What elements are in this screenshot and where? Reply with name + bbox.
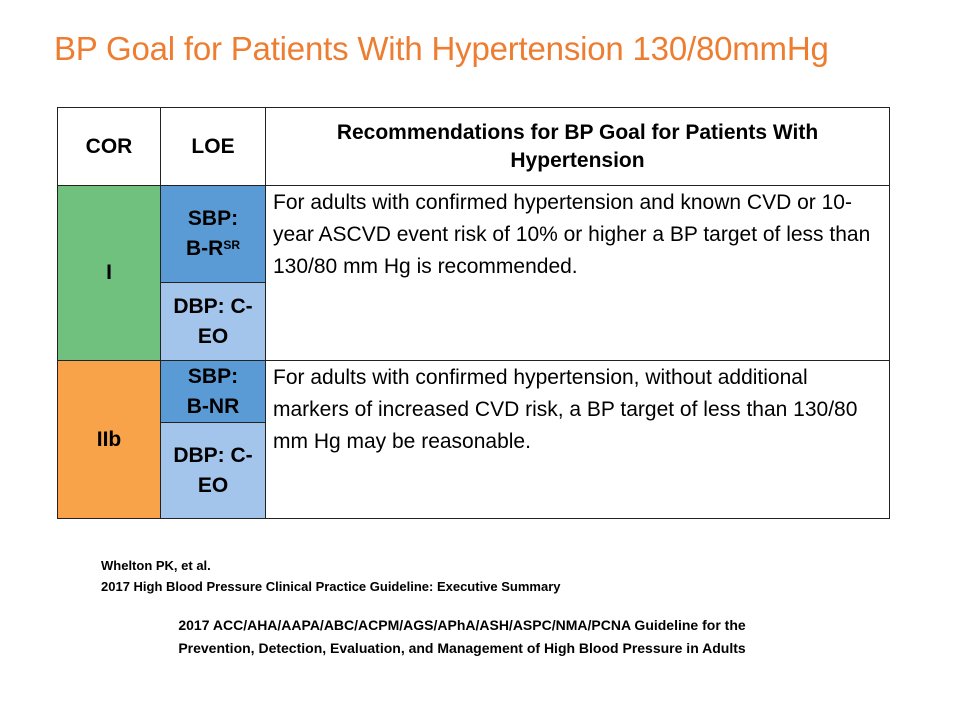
recommendation-text: For adults with confirmed hypertension and known CVD or 10-year ASCVD event risk of 10% or higher a BP target of less than 130/80 mm Hg is recommended. xyxy=(266,186,890,361)
loe-value: B-NR xyxy=(186,394,240,418)
loe-sbp-cell xyxy=(161,186,266,283)
guideline-line-2: Prevention, Detection, Evaluation, and Management of High Blood Pressure in Adults xyxy=(178,640,746,656)
loe-dbp-cell xyxy=(161,283,266,361)
table-row xyxy=(58,361,890,423)
table-header-row xyxy=(58,108,890,186)
loe-label: DBP: C- xyxy=(173,443,253,467)
loe-label: SBP: xyxy=(187,207,239,230)
loe-sbp-cell xyxy=(161,361,266,423)
citation-source: 2017 High Blood Pressure Clinical Practice Guideline: Executive Summary xyxy=(101,579,561,594)
cor-class-cell: IIb xyxy=(58,361,161,519)
recommendation-text: For adults with confirmed hypertension, without additional markers of increased CVD risk, a BP target of less than 130/80 mm Hg may be reasonable. xyxy=(266,361,890,519)
citation xyxy=(101,555,561,597)
table-row xyxy=(58,186,890,283)
loe-label: DBP: C- xyxy=(173,294,253,318)
loe-dbp-cell xyxy=(161,423,266,519)
recommendation-header: Recommendations for BP Goal for Patients With Hypertension xyxy=(266,108,890,186)
citation-author: Whelton PK, et al. xyxy=(101,558,211,573)
guideline-title xyxy=(0,614,924,660)
recommendation-table xyxy=(57,107,890,519)
guideline-line-1: 2017 ACC/AHA/AAPA/ABC/ACPM/AGS/APhA/ASH/ASPC/NMA/PCNA Guideline for the xyxy=(178,617,746,633)
loe-label: SBP: xyxy=(187,364,239,388)
loe-value: EO xyxy=(197,473,229,497)
loe-value: B-R xyxy=(186,237,224,260)
cor-class-cell: I xyxy=(58,186,161,361)
loe-header: LOE xyxy=(161,108,266,186)
loe-value: EO xyxy=(197,324,229,348)
slide-title: BP Goal for Patients With Hypertension 130/80mmHg xyxy=(54,30,829,67)
cor-header: COR xyxy=(58,108,161,186)
loe-superscript: SR xyxy=(223,238,240,252)
